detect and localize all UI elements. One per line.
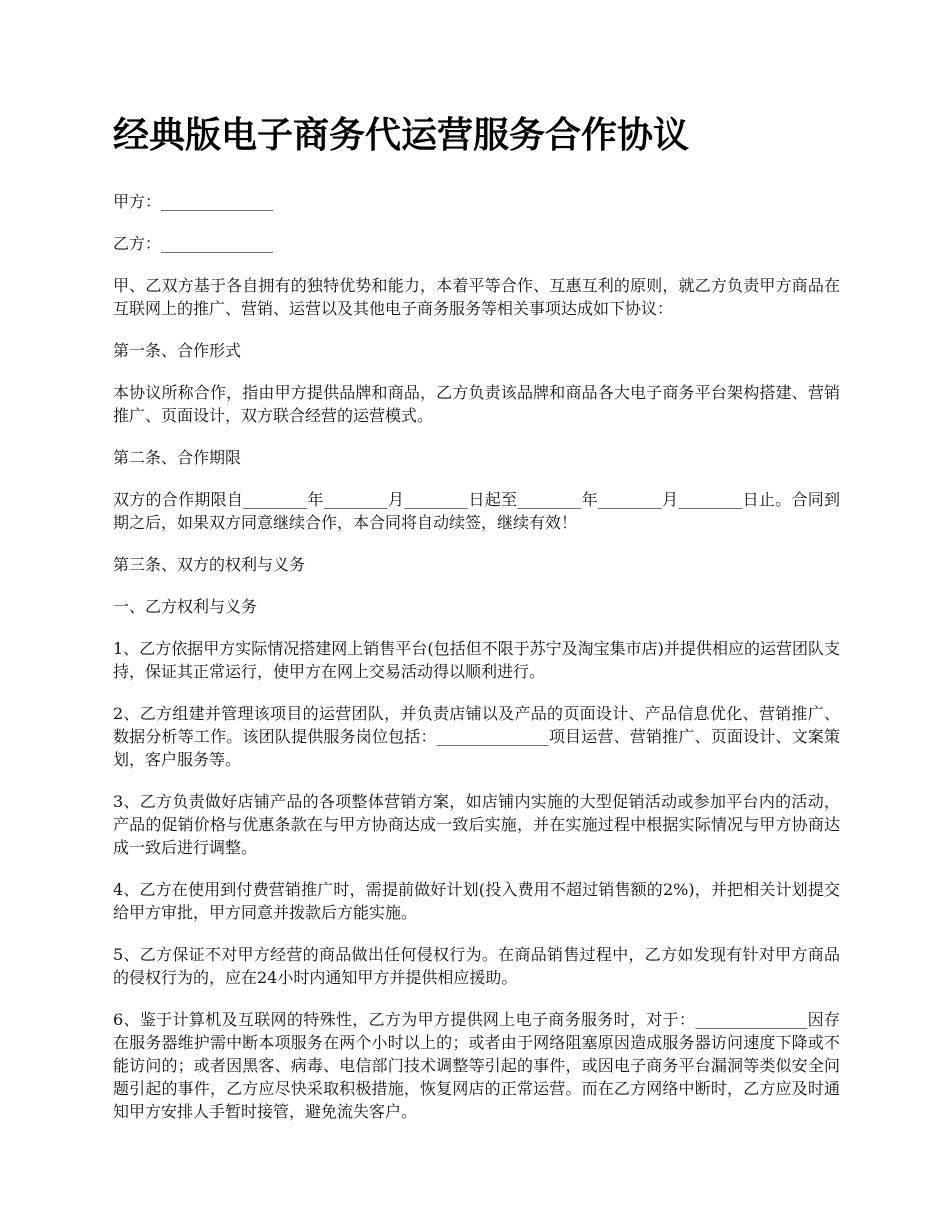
- party-b-line: 乙方：______________: [113, 234, 274, 253]
- clause-5-paragraph: 5、乙方保证不对甲方经营的商品做出任何侵权行为。在商品销售过程中，乙方如发现有针对甲方商品的侵权行为的，应在24小时内通知甲方并提供相应援助。: [113, 945, 840, 987]
- document-body: [113, 110, 840, 1142]
- section-1-heading: 一、乙方权利与义务: [113, 597, 258, 616]
- article-2-heading: 第二条、合作期限: [113, 448, 242, 467]
- party-a-line: 甲方：______________: [113, 192, 274, 211]
- clause-6-paragraph: 6、鉴于计算机及互联网的特殊性，乙方为甲方提供网上电子商务服务时，对于：______________因存在服务器维护需中断本项服务在两个小时以上的；或者由于网络阻塞原因造成服务器访问速度下降或不能访问的；或者因黑客、病毒、电信部门技术调整等引起的事件，或因电子商务平台漏洞等类似安全问题引起的事件，乙方应尽快采取积极措施，恢复网店的正常运营。而在乙方网络中断时，乙方应及时通知甲方安排人手暂时接管，避免流失客户。: [113, 1010, 840, 1121]
- document-title: 经典版电子商务代运营服务合作协议: [113, 115, 690, 156]
- article-2-paragraph: 双方的合作期限自________年________月________日起至________年________月________日止。合同到期之后，如果双方同意继续合作，本合同将自动续签，继续有效！: [113, 490, 840, 532]
- clause-3-paragraph: 3、乙方负责做好店铺产品的各项整体营销方案，如店铺内实施的大型促销活动或参加平台内的活动，产品的促销价格与优惠条款在与甲方协商达成一致后实施，并在实施过程中根据实际情况与甲方协商达成一致后进行调整。: [113, 792, 840, 857]
- clause-4-paragraph: 4、乙方在使用到付费营销推广时，需提前做好计划(投入费用不超过销售额的2%)，并把相关计划提交给甲方审批，甲方同意并拨款后方能实施。: [113, 880, 840, 922]
- clause-2-paragraph: 2、乙方组建并管理该项目的运营团队，并负责店铺以及产品的页面设计、产品信息优化、营销推广、数据分析等工作。该团队提供服务岗位包括：______________项目运营、营销推广、页面设计、文案策划，客户服务等。: [113, 704, 840, 769]
- article-1-paragraph: 本协议所称合作，指由甲方提供品牌和商品，乙方负责该品牌和商品各大电子商务平台架构搭建、营销推广、页面设计，双方联合经营的运营模式。: [113, 383, 840, 425]
- article-3-heading: 第三条、双方的权利与义务: [113, 555, 306, 574]
- article-1-heading: 第一条、合作形式: [113, 341, 242, 360]
- preamble-paragraph: 甲、乙双方基于各自拥有的独特优势和能力，本着平等合作、互惠互利的原则，就乙方负责甲方商品在互联网上的推广、营销、运营以及其他电子商务服务等相关事项达成如下协议：: [113, 276, 840, 318]
- clause-1-paragraph: 1、乙方依据甲方实际情况搭建网上销售平台(包括但不限于苏宁及淘宝集市店)并提供相应的运营团队支持，保证其正常运行，使甲方在网上交易活动得以顺利进行。: [113, 639, 840, 681]
